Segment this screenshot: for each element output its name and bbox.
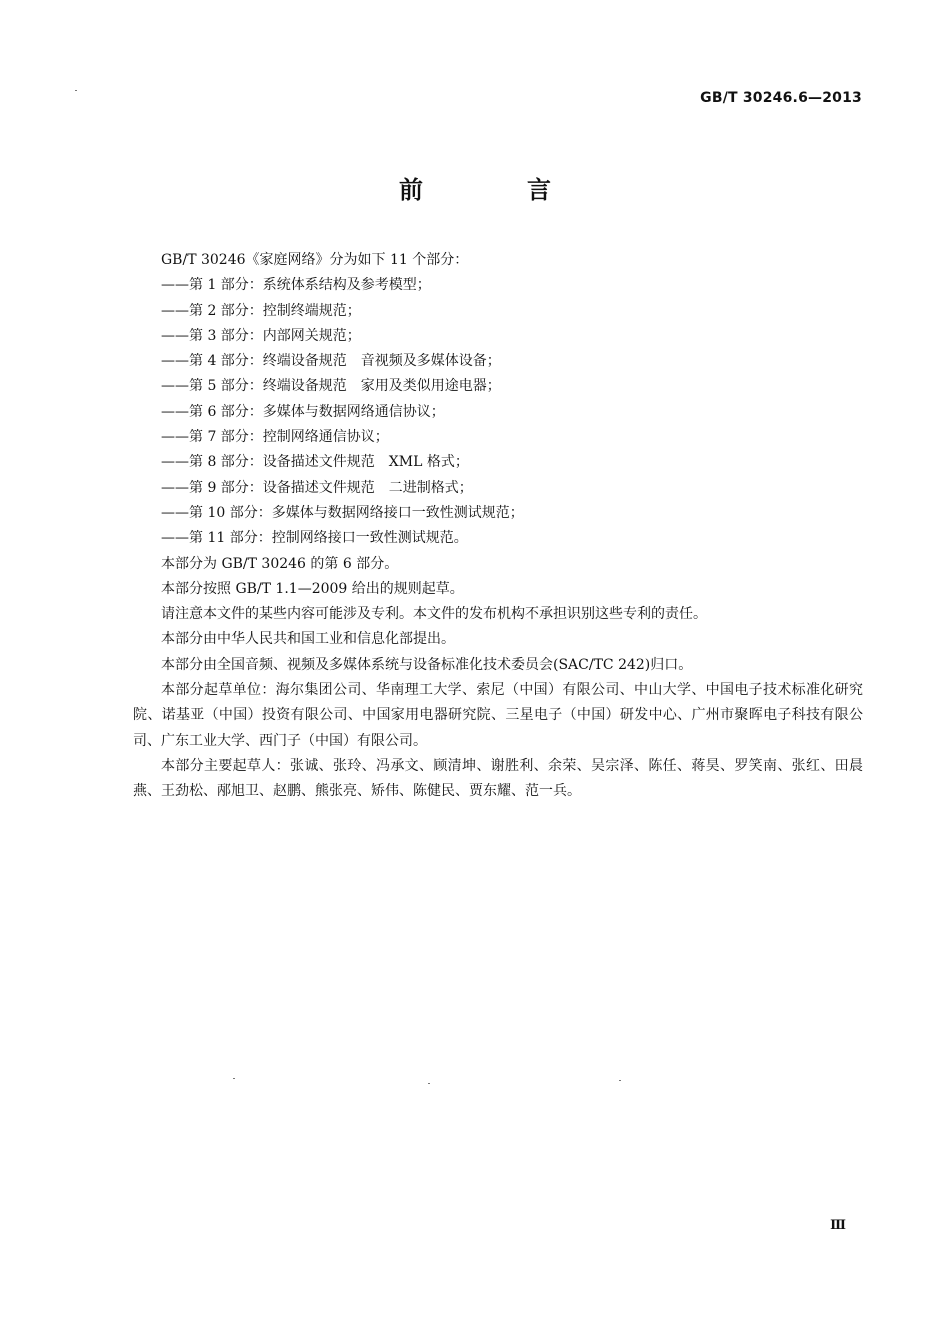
list-item: ——第 11 部分：控制网络接口一致性测试规范。 (161, 530, 468, 547)
paragraph: GB/T 30246《家庭网络》分为如下 11 个部分： (161, 252, 469, 268)
paragraph: 本部分按照 GB/T 1.1—2009 给出的规则起草。 (161, 580, 464, 597)
scan-speck (233, 1078, 235, 1079)
list-item: ——第 9 部分：设备描述文件规范 二进制格式； (161, 479, 473, 496)
paragraph: 本部分由全国音频、视频及多媒体系统与设备标准化技术委员会(SAC/TC 242)归口。 (161, 656, 693, 673)
list-item: ——第 3 部分：内部网关规范； (161, 327, 361, 344)
paragraph: 本部分由中华人民共和国工业和信息化部提出。 (161, 631, 455, 648)
drafting-units-paragraph: 本部分起草单位：海尔集团公司、华南理工大学、索尼（中国）有限公司、中山大学、中国电子技术标准化研究院、诺基亚（中国）投资有限公司、中国家用电器研究院、三星电子（中国）研发中心、广州市聚晖电子科技有限公司、广东工业大学、西门子（中国）有限公司。 (133, 682, 863, 749)
paragraph: 请注意本文件的某些内容可能涉及专利。本文件的发布机构不承担识别这些专利的责任。 (161, 606, 707, 623)
list-item: ——第 10 部分：多媒体与数据网络接口一致性测试规范； (161, 504, 524, 521)
page-number: Ⅲ (830, 1218, 846, 1233)
standard-number: GB/T 30246.6—2013 (700, 90, 862, 106)
scan-speck (75, 90, 77, 91)
list-item: ——第 5 部分：终端设备规范 家用及类似用途电器； (161, 378, 501, 395)
paragraph: 本部分为 GB/T 30246 的第 6 部分。 (161, 555, 399, 572)
page-title: 前 言 (399, 176, 591, 204)
scan-speck (428, 1083, 430, 1084)
list-item: ——第 7 部分：控制网络通信协议； (161, 429, 389, 446)
list-item: ——第 1 部分：系统体系结构及参考模型； (161, 277, 431, 294)
list-item: ——第 8 部分：设备描述文件规范 XML 格式； (161, 454, 469, 471)
list-item: ——第 6 部分：多媒体与数据网络通信协议； (161, 403, 445, 420)
scan-speck (619, 1080, 621, 1081)
list-item: ——第 2 部分：控制终端规范； (161, 302, 361, 319)
list-item: ——第 4 部分：终端设备规范 音视频及多媒体设备； (161, 353, 501, 370)
drafters-paragraph: 本部分主要起草人：张诚、张玲、冯承文、顾清坤、谢胜利、余荣、吴宗泽、陈任、蒋昊、罗笑南、张红、田晨燕、王劲松、邴旭卫、赵鹏、熊张亮、矫伟、陈健民、贾东耀、范一兵。 (133, 757, 863, 800)
preface-body (133, 248, 863, 805)
